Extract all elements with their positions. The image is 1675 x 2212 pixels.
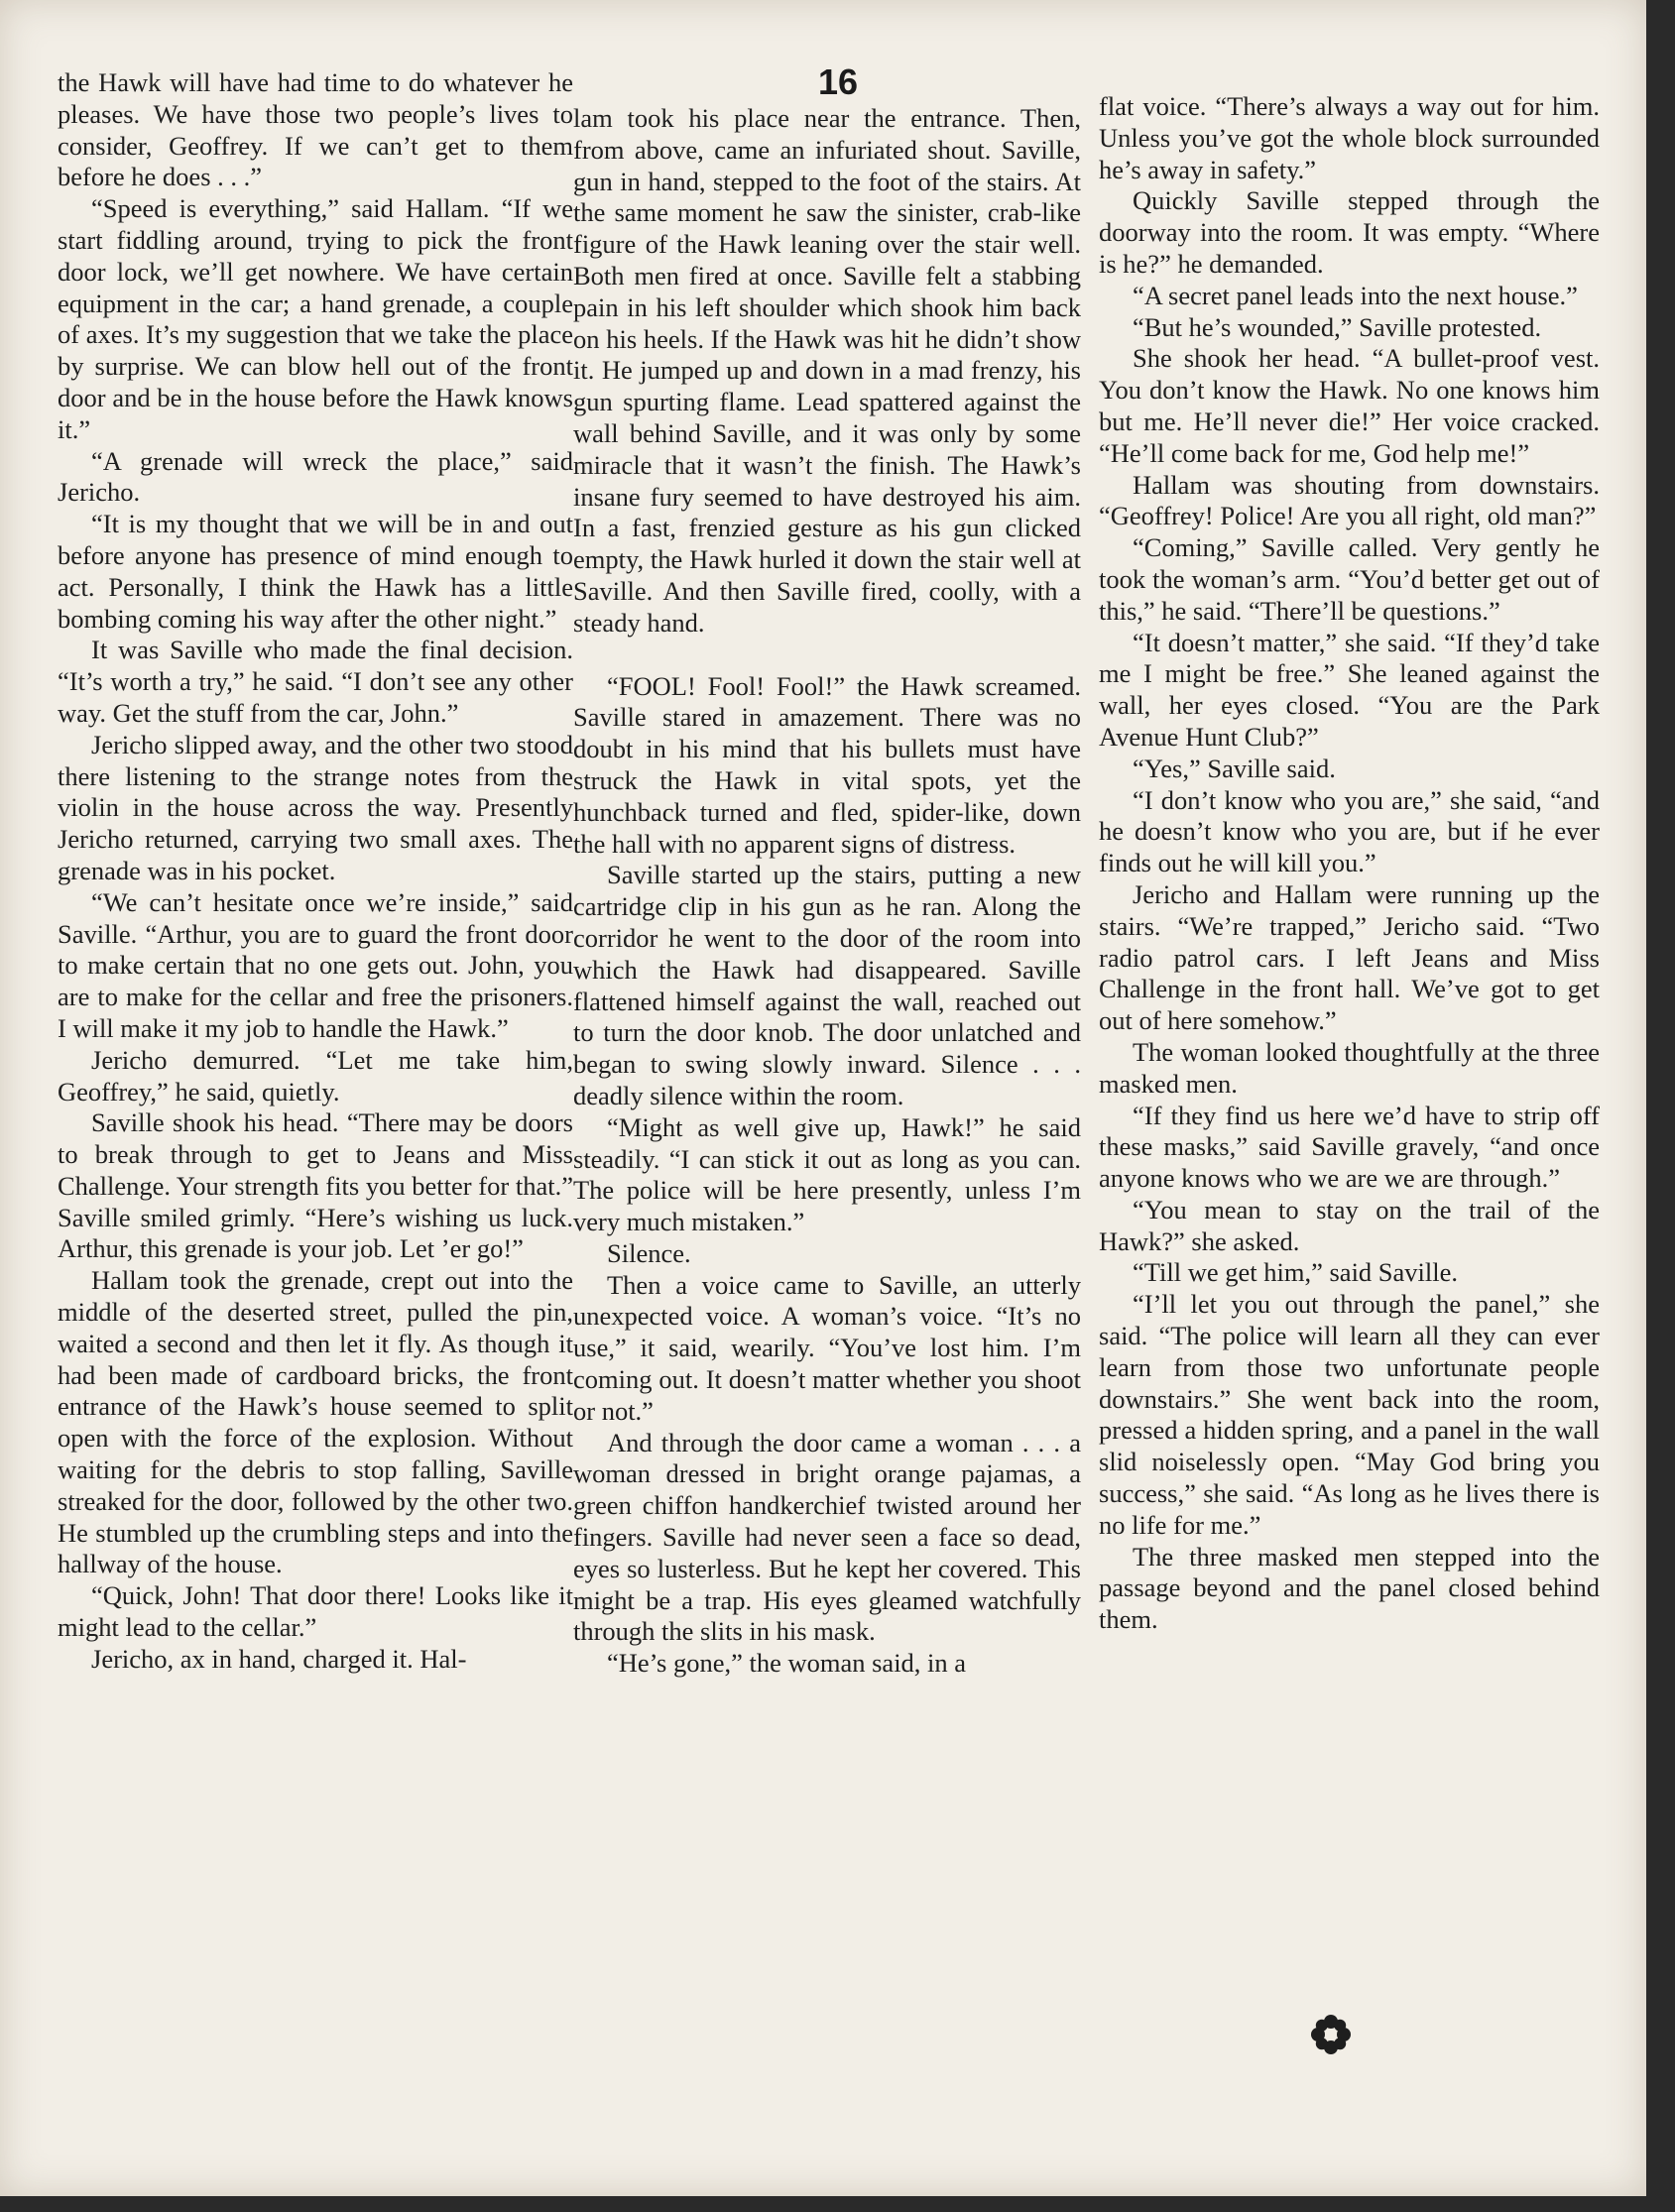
paragraph: Saville shook his head. “There may be doors to break through to get to Jeans and Miss Challenge. Your strength fits you better for that.” Saville smiled grimly. “Here’s wishing us luck. Arthur, this grenade is your job. Let ’er go!” (58, 1107, 573, 1264)
paragraph: Quickly Saville stepped through the doorway into the room. It was empty. “Where is he?” he demanded. (1099, 185, 1600, 279)
paragraph: It was Saville who made the final decision. “It’s worth a try,” he said. “I don’t see any other way. Get the stuff from the car, John.” (58, 635, 573, 728)
paragraph: “He’s gone,” the woman said, in a (607, 1648, 967, 1679)
paragraph: The woman looked thoughtfully at the three masked men. (1099, 1036, 1600, 1099)
paragraph: Jericho and Hallam were running up the stairs. “We’re trapped,” Jericho said. “Two radio patrol cars. I left Jeans and Miss Challenge in the front hall. We’ve got to get out of here somehow.” (1099, 878, 1600, 1036)
paragraph: “I’ll let you out through the panel,” she said. “The police will learn all they can ever learn from those two unfortunate people downstairs.” She went back into the room, pressed a hidden spring, and a panel in the wall slid noiselessly open. “May God bring you success,” she said. “As long as he lives there is no life for me.” (1099, 1289, 1600, 1540)
paragraph: “If they find us here we’d have to strip off these masks,” said Saville gravely, “and once anyone knows who we are we are through.” (1099, 1100, 1600, 1194)
paragraph: Then a voice came to Saville, an utterly unexpected voice. A woman’s voice. “It’s no use,” it said, wearily. “You’ve lost him. I’m coming out. It doesn’t matter whether you shoot or not.” (573, 1269, 1081, 1426)
paragraph: Jericho demurred. “Let me take him, Geoffrey,” he said, quietly. (58, 1044, 573, 1106)
paragraph: The three masked men stepped into the passage beyond and the panel closed behind them. (1099, 1541, 1600, 1635)
paragraph: Saville started up the stairs, putting a new cartridge clip in his gun as he ran. Along the corridor he went to the door of the room into which the Hawk had disappeared. Saville flattened himself against the wall, reached out to turn the door knob. The door unlatched and began to swing slowly inward. Silence . . . deadly silence within the room. (573, 860, 1081, 1110)
text-column-2 (573, 103, 1081, 1680)
page-number: 16 (817, 61, 859, 102)
paragraph: And through the door came a woman . . . a woman dressed in bright orange pajamas, a green chiffon handkerchief twisted around her fingers. Saville had never seen a face so dead, eyes so lusterless. But he kept her covered. This might be a trap. His eyes gleamed watchfully through the slits in his mask. (573, 1427, 1081, 1647)
paragraph: “But he’s wounded,” Saville protested. (1133, 311, 1542, 342)
paragraph: the Hawk will have had time to do whatever he pleases. We have those two people’s lives to consider, Geoffrey. If we can’t get to them before he does . . .” (58, 67, 573, 192)
paragraph: “You mean to stay on the trail of the Hawk?” she asked. (1099, 1194, 1600, 1256)
paragraph: Hallam took the grenade, crept out into the middle of the deserted street, pulled the pin, waited a second and then let it fly. As though it had been made of cardboard bricks, the front entrance of the Hawk’s house seemed to split open with the force of the explosion. Without waiting for the debris to stop falling, Saville streaked for the door, followed by the other two. He stumbled up the crumbling steps and into the hallway of the house. (58, 1265, 573, 1579)
paragraph: “Speed is everything,” said Hallam. “If we start fiddling around, trying to pick the front door lock, we’ll get nowhere. We have certain equipment in the car; a hand grenade, a couple of axes. It’s my suggestion that we take the place by surprise. We can blow hell out of the front door and be in the house before the Hawk knows it.” (58, 193, 573, 444)
text-column-1 (58, 67, 573, 1676)
paragraph: “I don’t know who you are,” she said, “and he doesn’t know who you are, but if he ever finds out he will kill you.” (1099, 784, 1600, 878)
paragraph: Silence. (607, 1237, 691, 1268)
paragraph: Jericho slipped away, and the other two stood there listening to the strange notes from the violin in the house across the way. Presently Jericho returned, carrying two small axes. The grenade was in his pocket. (58, 729, 573, 885)
paragraph: “Coming,” Saville called. Very gently he took the woman’s arm. “You’d better get out of this,” he said. “There’ll be questions.” (1099, 532, 1600, 626)
paragraph: Jericho, ax in hand, charged it. Hal- (91, 1643, 467, 1674)
paragraph: lam took his place near the entrance. Then, from above, came an infuriated shout. Saville, gun in hand, stepped to the foot of the stairs. At the same moment he saw the sinister, crab-like figure of the Hawk leaning over the stair well. Both men fired at once. Saville felt a stabbing pain in his left shoulder which shook him back on his heels. If the Hawk was hit he didn’t show it. He jumped up and down in a mad frenzy, his gun spurting flame. Lead spattered against the wall behind Saville, and it was only by some miracle that it wasn’t the finish. The Hawk’s insane fury seemed to have destroyed his aim. In a fast, frenzied gesture as his gun clicked empty, the Hawk hurled it down the stair well at Saville. And then Saville fired, coolly, with a steady hand. (573, 103, 1081, 638)
text-column-3 (1099, 91, 1600, 1636)
paragraph: “Till we get him,” said Saville. (1133, 1257, 1459, 1288)
paragraph: “A grenade will wreck the place,” said Jericho. (58, 445, 573, 508)
paragraph: Hallam was shouting from downstairs. “Geoffrey! Police! Are you all right, old man?” (1099, 469, 1600, 531)
paragraph: “We can’t hesitate once we’re inside,” said Saville. “Arthur, you are to guard the front door to make certain that no one gets out. John, you are to make for the cellar and free the prisoners. I will make it my job to handle the Hawk.” (58, 886, 573, 1043)
paragraph: “It is my thought that we will be in and out before anyone has presence of mind enough to act. Personally, I think the Hawk has a little bombing coming his way after the other night.” (58, 509, 573, 634)
paragraph: “A secret panel leads into the next house.” (1133, 280, 1578, 310)
paragraph: “Quick, John! That door there! Looks like it might lead to the cellar.” (58, 1580, 573, 1643)
paragraph: She shook her head. “A bullet-proof vest. You don’t know the Hawk. No one knows him but me. He’ll never die!” Her voice cracked. “He’ll come back for me, God help me!” (1099, 343, 1600, 468)
paragraph: “FOOL! Fool! Fool!” the Hawk screamed. Saville stared in amazement. There was no doubt in his mind that his bullets must have struck the Hawk in vital spots, yet the hunchback turned and fled, spider-like, down the hall with no apparent signs of distress. (573, 670, 1081, 859)
paragraph: “Yes,” Saville said. (1133, 753, 1336, 783)
paragraph: “Might as well give up, Hawk!” he said steadily. “I can stick it out as long as you can. The police will be here presently, unless I’m very much mistaken.” (573, 1111, 1081, 1237)
paragraph: flat voice. “There’s always a way out for him. Unless you’ve got the whole block surrounded he’s away in safety.” (1099, 91, 1600, 184)
paragraph: “It doesn’t matter,” she said. “If they’d take me I might be free.” She leaned against the wall, her eyes closed. “You are the Park Avenue Hunt Club?” (1099, 627, 1600, 752)
flower-ornament-icon (1309, 2013, 1353, 2056)
